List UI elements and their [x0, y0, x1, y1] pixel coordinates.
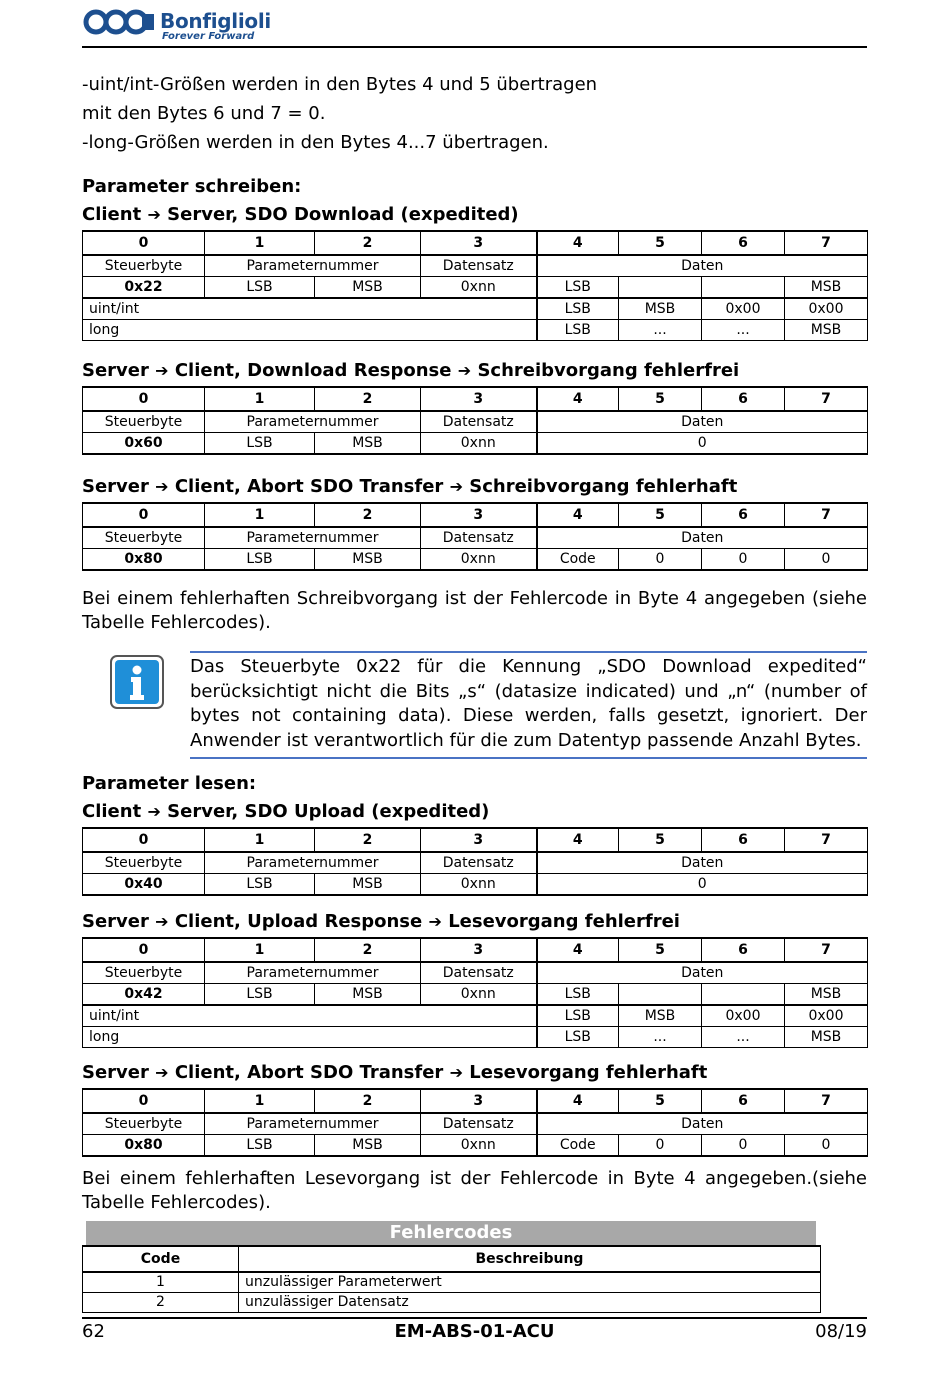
table-cell: 6: [702, 828, 785, 852]
table-cell: 2: [315, 938, 421, 962]
table-cell: [702, 277, 785, 299]
table-cell: 6: [702, 938, 785, 962]
page-footer: [82, 1317, 867, 1349]
table-cell: Steuerbyte: [83, 411, 205, 433]
table-cell: 7: [785, 387, 868, 411]
table-cell: 7: [785, 1089, 868, 1113]
table-cell: 0: [702, 1135, 785, 1157]
table-cell: 0: [83, 938, 205, 962]
table-cell: 3: [421, 387, 537, 411]
table-cell: 0xnn: [421, 549, 537, 571]
table-cell: 1: [205, 231, 315, 255]
table-cell: 1: [205, 503, 315, 527]
table-row: [83, 1027, 868, 1048]
table-row: [83, 938, 868, 962]
table-cell: 0xnn: [421, 1135, 537, 1157]
table-cell: MSB: [315, 1135, 421, 1157]
table-cell: 4: [537, 828, 619, 852]
table-cell: 0: [785, 1135, 868, 1157]
table-cell: LSB: [205, 277, 315, 299]
table-cell: 1: [205, 387, 315, 411]
col-desc-header: Beschreibung: [239, 1246, 821, 1272]
table-cell: Parameternummer: [205, 527, 421, 549]
table-row: [83, 1293, 821, 1313]
table-cell: uint/int: [83, 298, 537, 320]
table-cell: 0: [619, 549, 702, 571]
table-cell: 6: [702, 503, 785, 527]
table-row: [83, 503, 868, 527]
table-row: [83, 852, 868, 874]
table-cell: 0: [83, 387, 205, 411]
table-cell: 0: [537, 433, 868, 455]
table-row: [83, 527, 868, 549]
col-code-header: Code: [83, 1246, 239, 1272]
table-cell: 6: [702, 1089, 785, 1113]
table-cell: 2: [315, 503, 421, 527]
table-cell: Steuerbyte: [83, 527, 205, 549]
table-cell: 5: [619, 938, 702, 962]
table-cell: 2: [315, 828, 421, 852]
table-cell: 0x80: [83, 1135, 205, 1157]
table5-heading: Server ➔ Client, Upload Response ➔ Lesevorgang fehlerfrei: [82, 911, 680, 932]
table-cell: 5: [619, 1089, 702, 1113]
table-cell: 0: [785, 549, 868, 571]
write-error-note: Bei einem fehlerhaften Schreibvorgang ist der Fehlercode in Byte 4 angegeben (siehe Tabelle Fehlercodes).: [82, 588, 867, 633]
document-date: 08/19: [815, 1321, 867, 1342]
table-cell: LSB: [205, 984, 315, 1006]
table-cell: [619, 277, 702, 299]
page-header: [82, 6, 867, 48]
table-cell: MSB: [315, 549, 421, 571]
table-cell: 3: [421, 1089, 537, 1113]
arrow-right-icon: ➔: [428, 912, 442, 931]
table-cell: 7: [785, 938, 868, 962]
brand-tagline: Forever Forward: [162, 31, 255, 42]
table-cell: MSB: [315, 874, 421, 896]
table-cell: 0: [83, 1089, 205, 1113]
table2-heading: Server ➔ Client, Download Response ➔ Schreibvorgang fehlerfrei: [82, 360, 740, 381]
table-cell: MSB: [619, 1005, 702, 1027]
table-cell: 0: [83, 503, 205, 527]
bonfiglioli-logo-icon: [82, 8, 158, 44]
info-note-text: Das Steuerbyte 0x22 für die Kennung „SDO Download expedited“ berücksichtigt nicht die Bits „s“ (datasize indicated) und „n“ (number of bytes not containing data). Diese werden, falls gesetzt, ignoriert. Der Anwender ist verantwortlich für die zum Datentyp passende Anzahl Bytes.: [190, 656, 867, 751]
table-row: [83, 1005, 868, 1027]
table-row: [83, 549, 868, 571]
table-cell: unzulässiger Parameterwert: [239, 1272, 821, 1293]
table-cell: 0xnn: [421, 984, 537, 1006]
table-cell: LSB: [537, 320, 619, 341]
table-cell: 0x00: [785, 298, 868, 320]
table-cell: 4: [537, 503, 619, 527]
table1-heading: Client ➔ Server, SDO Download (expedited): [82, 204, 519, 225]
table-cell: 3: [421, 938, 537, 962]
abort-write-table: [82, 502, 868, 571]
table-cell: MSB: [315, 984, 421, 1006]
table-cell: ...: [619, 1027, 702, 1048]
table-cell: Parameternummer: [205, 411, 421, 433]
intro-line-3: -long-Größen werden in den Bytes 4...7 übertragen.: [82, 132, 549, 153]
arrow-right-icon: ➔: [147, 802, 161, 821]
document-id: EM-ABS-01-ACU: [394, 1321, 555, 1342]
table-cell: 6: [702, 387, 785, 411]
table-row: [83, 874, 868, 896]
table-cell: long: [83, 320, 537, 341]
table-cell: LSB: [537, 1005, 619, 1027]
table-cell: Daten: [537, 527, 868, 549]
table-cell: 0: [537, 874, 868, 896]
table-cell: Parameternummer: [205, 1113, 421, 1135]
table-row: [83, 1272, 821, 1293]
fehlercodes-table: [82, 1245, 821, 1313]
arrow-right-icon: ➔: [155, 477, 169, 496]
table-row: [83, 231, 868, 255]
table-row: [83, 255, 868, 277]
table-cell: 0: [83, 231, 205, 255]
arrow-right-icon: ➔: [449, 1063, 463, 1082]
table-cell: LSB: [537, 298, 619, 320]
arrow-right-icon: ➔: [155, 1063, 169, 1082]
table-cell: 0xnn: [421, 433, 537, 455]
table-cell: unzulässiger Datensatz: [239, 1293, 821, 1313]
table-cell: 5: [619, 387, 702, 411]
table-cell: 0x00: [702, 1005, 785, 1027]
table-cell: MSB: [785, 984, 868, 1006]
table-cell: Steuerbyte: [83, 255, 205, 277]
table-row: [83, 411, 868, 433]
table-cell: Datensatz: [421, 1113, 537, 1135]
table-cell: 5: [619, 828, 702, 852]
read-error-note: Bei einem fehlerhaften Lesevorgang ist der Fehlercode in Byte 4 angegeben.(siehe Tabelle Fehlercodes).: [82, 1168, 867, 1213]
table-cell: LSB: [205, 549, 315, 571]
table-cell: 0: [702, 549, 785, 571]
table-cell: ...: [619, 320, 702, 341]
table-cell: MSB: [315, 277, 421, 299]
table-cell: 6: [702, 231, 785, 255]
abort-read-table: [82, 1088, 868, 1157]
table-cell: 0x00: [785, 1005, 868, 1027]
table-cell: LSB: [537, 277, 619, 299]
table-cell: 0x80: [83, 549, 205, 571]
table-cell: Datensatz: [421, 962, 537, 984]
table-cell: 2: [315, 1089, 421, 1113]
table-cell: Datensatz: [421, 852, 537, 874]
table-cell: Parameternummer: [205, 852, 421, 874]
info-note-box: [190, 651, 867, 759]
table3-heading: Server ➔ Client, Abort SDO Transfer ➔ Schreibvorgang fehlerhaft: [82, 476, 738, 497]
table-cell: 0xnn: [421, 874, 537, 896]
download-response-table: [82, 386, 868, 455]
page-number: 62: [82, 1321, 105, 1342]
table-cell: 7: [785, 231, 868, 255]
table-cell: Daten: [537, 411, 868, 433]
arrow-right-icon: ➔: [147, 205, 161, 224]
table-cell: 0: [83, 828, 205, 852]
table-cell: LSB: [537, 1027, 619, 1048]
table-cell: Code: [537, 549, 619, 571]
table6-heading: Server ➔ Client, Abort SDO Transfer ➔ Lesevorgang fehlerhaft: [82, 1062, 708, 1083]
table-cell: LSB: [205, 874, 315, 896]
table-cell: MSB: [619, 298, 702, 320]
table-cell: [702, 984, 785, 1006]
table-cell: Datensatz: [421, 527, 537, 549]
table-cell: 1: [205, 1089, 315, 1113]
table-cell: ...: [702, 320, 785, 341]
table-row: [83, 277, 868, 299]
table-cell: Parameternummer: [205, 255, 421, 277]
table4-heading: Client ➔ Server, SDO Upload (expedited): [82, 801, 490, 822]
table-cell: MSB: [785, 277, 868, 299]
table-cell: 4: [537, 1089, 619, 1113]
intro-line-2: mit den Bytes 6 und 7 = 0.: [82, 103, 326, 124]
table-cell: 0x22: [83, 277, 205, 299]
table-cell: 0x00: [702, 298, 785, 320]
table-cell: ...: [702, 1027, 785, 1048]
table-cell: Daten: [537, 1113, 868, 1135]
table-cell: 0x42: [83, 984, 205, 1006]
read-section-title: Parameter lesen:: [82, 773, 257, 794]
table-cell: MSB: [315, 433, 421, 455]
table-cell: Parameternummer: [205, 962, 421, 984]
table-cell: Daten: [537, 852, 868, 874]
table-cell: 4: [537, 387, 619, 411]
write-section-title: Parameter schreiben:: [82, 176, 302, 197]
brand-name: Bonfiglioli: [160, 9, 271, 33]
table-row: [83, 962, 868, 984]
table-row: [83, 1113, 868, 1135]
table-cell: Datensatz: [421, 255, 537, 277]
table-row: [83, 828, 868, 852]
arrow-right-icon: ➔: [457, 361, 472, 380]
table-cell: 1: [83, 1272, 239, 1293]
table-row: [83, 320, 868, 341]
table-cell: Steuerbyte: [83, 1113, 205, 1135]
table-cell: Daten: [537, 962, 868, 984]
table-cell: 0x40: [83, 874, 205, 896]
table-cell: 0xnn: [421, 277, 537, 299]
table-cell: 5: [619, 503, 702, 527]
table-cell: uint/int: [83, 1005, 537, 1027]
table-row: [83, 1089, 868, 1113]
table-cell: LSB: [205, 1135, 315, 1157]
table-row: [83, 984, 868, 1006]
fehlercodes-title: Fehlercodes: [86, 1221, 816, 1245]
table-cell: Steuerbyte: [83, 962, 205, 984]
info-icon: [110, 655, 164, 709]
table-cell: 0: [619, 1135, 702, 1157]
table-cell: MSB: [785, 1027, 868, 1048]
table-cell: 0x60: [83, 433, 205, 455]
table-cell: 2: [315, 231, 421, 255]
table-cell: LSB: [537, 984, 619, 1006]
table-cell: Steuerbyte: [83, 852, 205, 874]
table-cell: 4: [537, 231, 619, 255]
table-cell: 7: [785, 828, 868, 852]
table-cell: 7: [785, 503, 868, 527]
table-cell: 5: [619, 231, 702, 255]
table-cell: long: [83, 1027, 537, 1048]
table-cell: 1: [205, 828, 315, 852]
table-cell: MSB: [785, 320, 868, 341]
table-cell: Datensatz: [421, 411, 537, 433]
upload-response-table: [82, 937, 868, 1048]
table-cell: 2: [315, 387, 421, 411]
arrow-right-icon: ➔: [155, 912, 169, 931]
table-cell: 4: [537, 938, 619, 962]
sdo-upload-table: [82, 827, 868, 896]
table-cell: LSB: [205, 433, 315, 455]
arrow-right-icon: ➔: [449, 477, 463, 496]
intro-line-1: -uint/int-Größen werden in den Bytes 4 und 5 übertragen: [82, 74, 598, 95]
table-cell: 3: [421, 231, 537, 255]
sdo-download-table: [82, 230, 868, 341]
arrow-right-icon: ➔: [155, 361, 169, 380]
table-cell: 3: [421, 503, 537, 527]
table-row: [83, 387, 868, 411]
table-row: [83, 433, 868, 455]
table-cell: Code: [537, 1135, 619, 1157]
table-cell: 1: [205, 938, 315, 962]
table-row: [83, 298, 868, 320]
table-cell: Daten: [537, 255, 868, 277]
table-cell: [619, 984, 702, 1006]
table-cell: 3: [421, 828, 537, 852]
table-cell: 2: [83, 1293, 239, 1313]
table-row: [83, 1135, 868, 1157]
